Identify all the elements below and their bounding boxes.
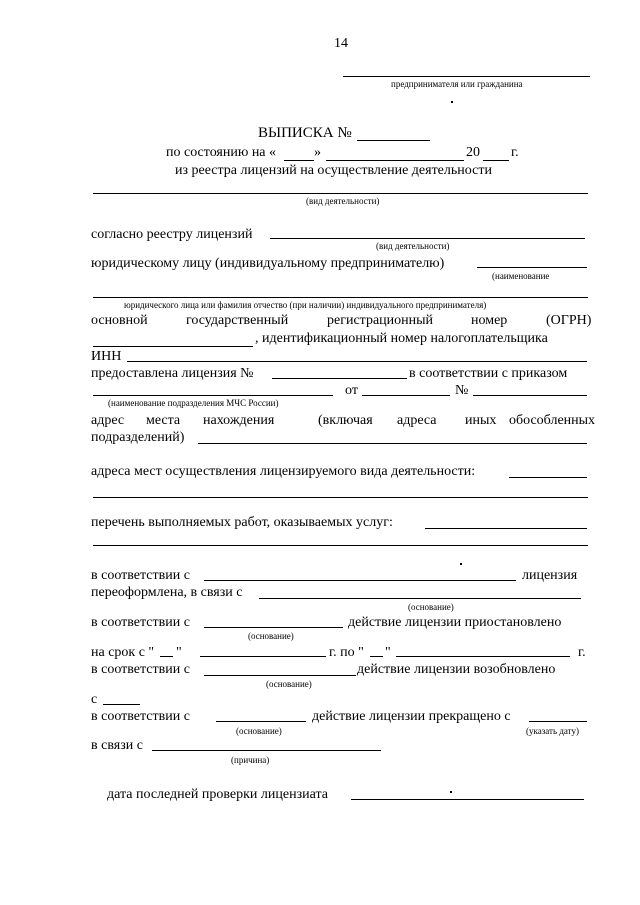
legal-entity-line xyxy=(477,267,587,268)
caption-activity-2: (вид деятельности) xyxy=(376,241,450,251)
activity-line xyxy=(93,193,588,194)
caption-basis-2: (основание) xyxy=(248,631,294,641)
accordance-line-3 xyxy=(204,675,356,676)
caption-reason: (причина) xyxy=(231,755,270,765)
works-list-line xyxy=(425,528,587,529)
suspended: действие лицензии приостановлено xyxy=(348,615,562,630)
works-list-line-2 xyxy=(93,545,588,546)
page-number: 14 xyxy=(334,36,348,51)
term-month-line-1 xyxy=(200,656,326,657)
from-label: от xyxy=(345,383,358,398)
inn-label: ИНН xyxy=(91,349,122,364)
year-suffix: г. xyxy=(511,145,519,160)
speck xyxy=(460,563,462,565)
address-word-1: адрес xyxy=(91,413,125,428)
address-line xyxy=(198,443,587,444)
caption-name-full: юридического лица или фамилия отчество (при наличии) индивидуального предпринимателя) xyxy=(124,300,487,310)
ogrn-word-3: регистрационный xyxy=(327,313,434,328)
resumed: действие лицензии возобновлено xyxy=(357,662,556,677)
accordance-line-1 xyxy=(204,580,516,581)
caption-name: (наименование xyxy=(492,271,550,281)
title-number-line xyxy=(357,140,430,141)
ogrn-line xyxy=(93,346,253,347)
accordance-line-4 xyxy=(216,721,306,722)
day-line xyxy=(284,160,314,161)
header-line xyxy=(343,76,590,77)
caption-date: (указать дату) xyxy=(526,726,579,736)
since-line xyxy=(103,704,140,705)
reissued: переоформлена, в связи с xyxy=(91,585,243,600)
speck xyxy=(450,791,452,793)
address-line-2: подразделений) xyxy=(91,430,185,445)
accordance-line-2 xyxy=(204,627,343,628)
ogrn-word-5: (ОГРН) xyxy=(546,313,592,328)
address-word-4: (включая xyxy=(318,413,373,428)
accordance-2: в соответствии с xyxy=(91,615,190,630)
subtitle: из реестра лицензий на осуществление деятельности xyxy=(175,163,492,178)
caption-activity: (вид деятельности) xyxy=(306,196,380,206)
terminated: действие лицензии прекращено с xyxy=(312,709,511,724)
year-g-to: г. по " xyxy=(329,645,364,660)
address-word-3: нахождения xyxy=(203,413,275,428)
per-order: в соответствии с приказом xyxy=(409,366,568,381)
accordance-4: в соответствии с xyxy=(91,709,190,724)
last-check-line xyxy=(351,799,584,800)
term-day-line-1 xyxy=(160,656,173,657)
year-line xyxy=(483,160,509,161)
date-mid: » xyxy=(314,145,321,160)
order-date-line xyxy=(362,395,450,396)
date-prefix: по состоянию на « xyxy=(166,145,277,160)
reissued-line xyxy=(259,598,581,599)
caption-basis-4: (основание) xyxy=(236,726,282,736)
because: в связи с xyxy=(91,738,143,753)
legal-entity: юридическому лицу (индивидуальному предпринимателю) xyxy=(91,256,445,271)
ogrn-word-2: государственный xyxy=(186,313,289,328)
since: с xyxy=(91,692,98,707)
inn-line xyxy=(127,361,587,362)
year-g: г. xyxy=(578,645,586,660)
inn-phrase: , идентификационный номер налогоплательщика xyxy=(255,331,548,346)
address-word-6: иных xyxy=(465,413,497,428)
ogrn-word-4: номер xyxy=(471,313,508,328)
header-caption: предпринимателя или гражданина xyxy=(391,79,523,89)
speck xyxy=(451,101,453,103)
accordance-3: в соответствии с xyxy=(91,662,190,677)
number-sign: № xyxy=(455,383,469,398)
license-granted: предоставлена лицензия № xyxy=(91,366,254,381)
registry-line xyxy=(270,238,585,239)
address-word-2: места xyxy=(146,413,181,428)
address-word-7: обособленных xyxy=(509,413,596,428)
last-check: дата последней проверки лицензиата xyxy=(107,787,328,802)
name-line xyxy=(93,297,588,298)
mchs-line xyxy=(93,395,333,396)
quote-2: " xyxy=(385,645,391,660)
caption-basis-3: (основание) xyxy=(266,679,312,689)
ogrn-word-1: основной xyxy=(91,313,148,328)
term-day-line-2 xyxy=(370,656,383,657)
year-prefix: 20 xyxy=(466,145,480,160)
license-number-line xyxy=(272,378,407,379)
because-line xyxy=(152,750,381,751)
order-number-line xyxy=(473,395,587,396)
term-month-line-2 xyxy=(396,656,570,657)
per-registry: согласно реестру лицензий xyxy=(91,227,253,242)
activity-addresses-line xyxy=(509,477,587,478)
address-word-5: адреса xyxy=(397,413,437,428)
doc-title: ВЫПИСКА № xyxy=(258,125,352,141)
works-list: перечень выполняемых работ, оказываемых услуг: xyxy=(91,515,393,530)
quote-1: " xyxy=(176,645,182,660)
caption-mchs: (наименование подразделения МЧС России) xyxy=(108,398,279,408)
term-from: на срок с " xyxy=(91,645,155,660)
terminated-date-line xyxy=(529,721,587,722)
activity-addresses: адреса мест осуществления лицензируемого вида деятельности: xyxy=(91,464,476,479)
month-line xyxy=(326,160,464,161)
activity-addresses-line-2 xyxy=(93,497,588,498)
caption-basis-1: (основание) xyxy=(408,602,454,612)
accordance-1: в соответствии с xyxy=(91,568,190,583)
license-word: лицензия xyxy=(522,568,578,583)
